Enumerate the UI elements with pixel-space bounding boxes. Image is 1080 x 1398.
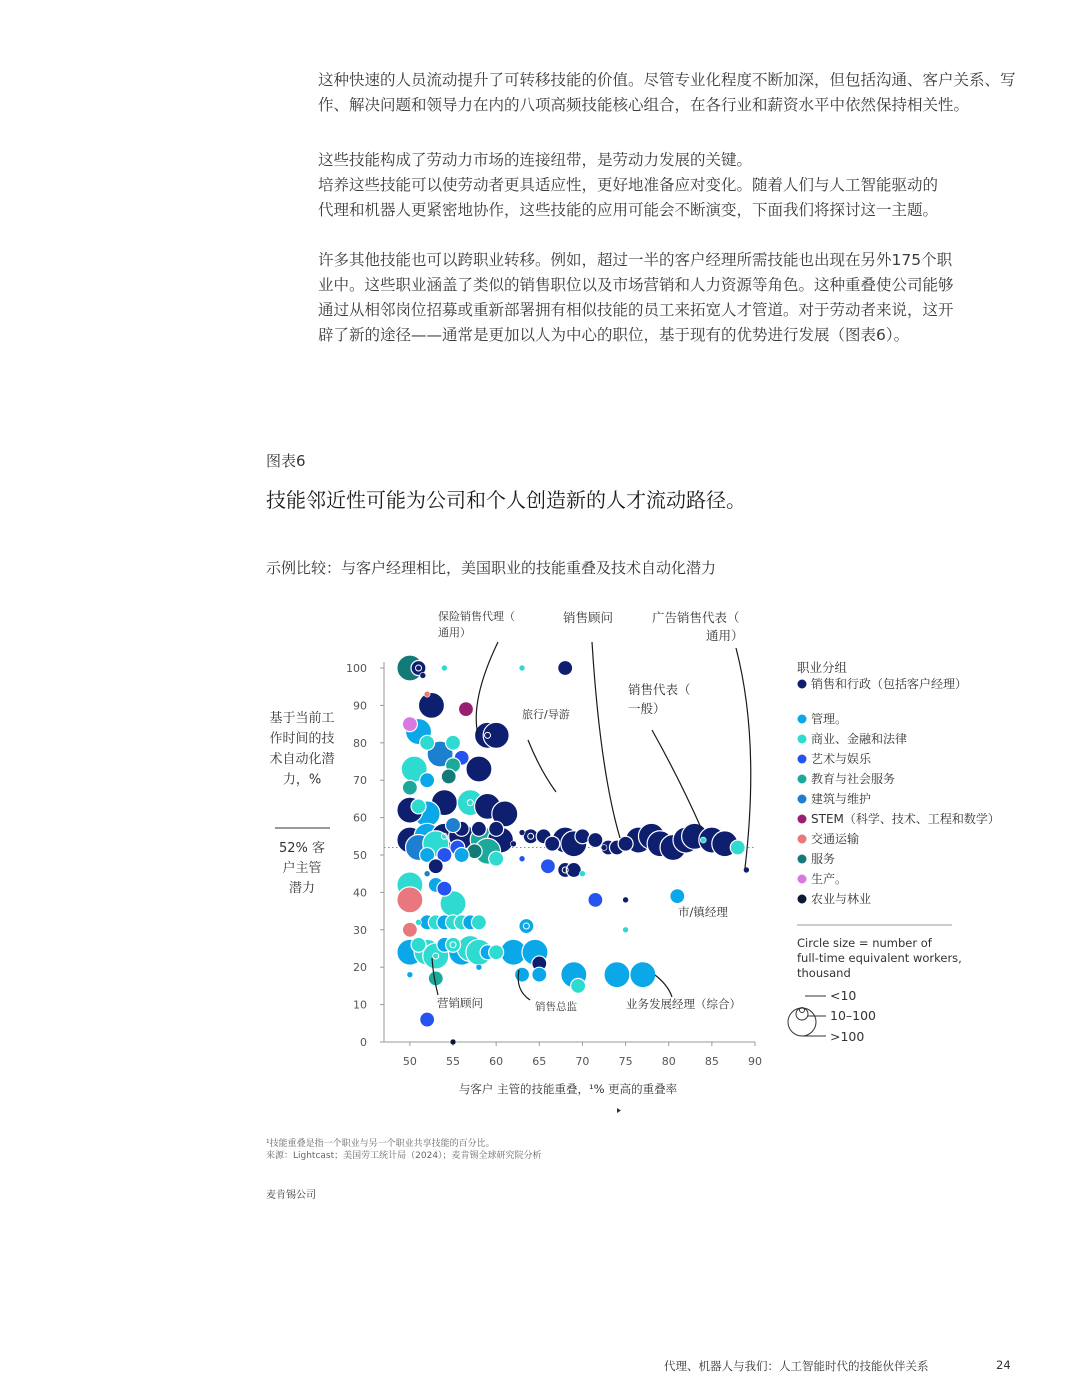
bubble-biz: [571, 978, 586, 993]
bubble-agri: [450, 1039, 456, 1045]
bubble-build: [446, 818, 461, 833]
y-tick-label: 50: [353, 849, 367, 862]
annotation-insurance: 通用）: [438, 626, 471, 639]
bubble-biz: [428, 915, 443, 930]
bubble-edu: [470, 827, 496, 853]
leader-line: [652, 730, 702, 830]
source-note: 来源：Lightcast；美国劳工统计局（2024）；麦肯锡全球研究院分析: [266, 1151, 542, 1161]
legend-swatch-agri: [798, 895, 807, 904]
bubble-biz: [423, 943, 449, 969]
paragraph-line: 代理和机器人更紧密地协作，这些技能的应用可能会不断演变，下面我们将探讨这一主题。: [318, 201, 939, 219]
bubble-sales: [489, 821, 504, 836]
size-legend-title: thousand: [797, 966, 851, 980]
bubble-mgmt: [515, 967, 530, 982]
y-axis-label: 力，%: [282, 772, 322, 788]
bubble-sales: [552, 827, 578, 853]
x-tick-label: 75: [618, 1055, 633, 1068]
size-legend-title: full-time equivalent workers,: [797, 951, 962, 965]
footer-title: 代理、机器人与我们：人工智能时代的技能伙伴关系: [664, 1359, 929, 1373]
paragraph-3: [318, 248, 1018, 348]
paragraph-line: 许多其他技能也可以跨职业转移。例如，超过一半的客户经理所需技能也出现在另外175个职: [318, 251, 953, 269]
bubble-mgmt: [476, 964, 482, 970]
bubble-biz: [446, 937, 461, 952]
annotation-ad-sales: 通用）: [706, 628, 744, 643]
leader-line: [528, 740, 556, 792]
y-tick-label: 10: [353, 998, 367, 1012]
bubble-sales: [397, 797, 423, 823]
size-legend-small: [800, 1008, 805, 1013]
leader-line: [476, 642, 498, 735]
paragraph-line: 培养这些技能可以使劳动者更具适应性，更好地准备应对变化。随着人们与人工智能驱动的: [318, 176, 939, 194]
leader-line: [518, 970, 530, 1000]
paragraph-2: [318, 148, 1018, 223]
legend-swatch-mgmt: [798, 715, 807, 724]
legend-item-biz: 商业、金融和法律: [811, 732, 908, 746]
bubble-outline: [485, 732, 491, 738]
bubble-mgmt: [519, 919, 534, 934]
x-tick-label: 55: [446, 1055, 461, 1068]
bubble-outline: [523, 923, 529, 929]
bubble-sales: [466, 756, 492, 782]
bubble-sales: [431, 823, 457, 849]
bubble-arts: [519, 856, 525, 862]
annotation-sales-director: 销售总监: [535, 1001, 577, 1013]
bubble-build: [427, 741, 453, 767]
bubble-biz: [440, 891, 466, 917]
footnote: ¹技能重叠是指一个职业与另一个职业共享技能的百分比。: [266, 1139, 495, 1149]
paragraph-line: 这些技能构成了劳动力市场的连接纽带，是劳动力发展的关键。: [318, 151, 753, 169]
bubble-sales: [638, 823, 664, 849]
bubble-mgmt: [428, 877, 443, 892]
bubble-sales: [712, 831, 738, 857]
bubble-biz: [411, 937, 426, 952]
bubble-serv: [467, 844, 482, 859]
x-tick-label: 70: [575, 1055, 590, 1068]
bubble-biz: [457, 790, 483, 816]
bubble-biz: [700, 837, 706, 843]
legend-swatch-edu: [798, 775, 807, 784]
reference-label: 52% 客: [278, 841, 326, 856]
size-legend-medium: [796, 1008, 808, 1020]
legend-item-stem: STEM（科学、技术、工程和数学）: [811, 812, 1000, 826]
annotation-travel: 旅行/导游: [522, 708, 570, 721]
bubble-edu: [428, 971, 443, 986]
paragraph-line: 这种快速的人员流动提升了可转移技能的价值。尽管专业化程度不断加深，但包括沟通、客户关系、写: [318, 71, 1016, 89]
y-tick-label: 60: [353, 811, 367, 825]
legend-swatch-arts: [798, 755, 807, 764]
bubble-outline: [450, 942, 456, 948]
bubble-sales: [428, 859, 443, 874]
bubble-outline: [441, 833, 447, 839]
bubble-biz: [457, 936, 483, 962]
bubble-mgmt: [463, 915, 478, 930]
bubble-arts: [454, 750, 469, 765]
paragraph-line: 作、解决问题和领导力在内的八项高频技能核心组合，在各行业和薪资水平中依然保持相关性。: [318, 96, 970, 114]
x-tick-label: 80: [661, 1055, 676, 1068]
bubble-sales: [420, 672, 426, 678]
size-legend-large: [788, 1008, 816, 1036]
bubble-mgmt: [407, 972, 413, 978]
y-axis-label: 术自动化潜: [269, 752, 335, 767]
bubble-sales: [699, 827, 725, 853]
bubble-sales: [418, 692, 444, 718]
bubble-biz: [401, 756, 427, 782]
leader-line: [432, 958, 438, 995]
bubble-arts: [437, 881, 452, 896]
bubble-sales: [454, 821, 469, 836]
bubble-mgmt: [437, 915, 452, 930]
exhibit-title: 技能邻近性可能为公司和个人创造新的人才流动路径。: [266, 488, 746, 512]
y-tick-label: 20: [353, 961, 367, 975]
bubble-build: [424, 871, 430, 877]
bubble-biz: [454, 915, 469, 930]
bubble-sales: [618, 836, 633, 851]
paragraph-line: 通过从相邻岗位招募或重新部署拥有相似技能的员工来拓宽人才管道。对于劳动者来说，这开: [318, 301, 954, 319]
bubble-mgmt: [397, 939, 423, 965]
bubble-sales: [449, 823, 475, 849]
bubble-sales: [523, 829, 538, 844]
bubble-sales: [475, 722, 501, 748]
legend-title: 职业分组: [797, 660, 848, 675]
bubble-arts: [450, 840, 465, 855]
bubble-sales: [545, 836, 560, 851]
bubble-mgmt: [414, 823, 440, 849]
bubble-mgmt: [670, 889, 685, 904]
bubble-sales: [558, 661, 573, 676]
y-tick-label: 80: [353, 736, 367, 750]
x-tick-label: 90: [748, 1055, 762, 1068]
size-legend-label: 10–100: [830, 1008, 877, 1023]
legend-swatch-serv: [798, 855, 807, 864]
bubble-mgmt: [420, 848, 435, 863]
bubble-serv: [397, 655, 423, 681]
bubble-outline: [467, 800, 473, 806]
bubble-mgmt: [522, 939, 548, 965]
legend-item-build: 建筑与维护: [811, 792, 872, 806]
y-tick-label: 70: [353, 774, 367, 788]
bubble-mgmt: [561, 962, 587, 988]
annotation-sales-rep: 销售代表（: [628, 682, 691, 697]
bubble-mgmt: [420, 915, 435, 930]
annotation-marketing: 营销顾问: [437, 996, 483, 1010]
bubble-sales: [673, 827, 699, 853]
y-tick-label: 0: [360, 1036, 367, 1049]
bubble-trans: [397, 887, 423, 913]
legend-item-agri: 农业与林业: [811, 892, 872, 906]
bubble-mgmt: [406, 719, 432, 745]
legend-item-sales: 销售和行政（包括客户经理）: [811, 677, 968, 691]
legend-item-arts: 艺术与娱乐: [811, 752, 872, 766]
annotation-insurance: 保险销售代理（: [438, 610, 515, 623]
bubble-edu: [446, 758, 461, 773]
bubble-sales: [536, 829, 551, 844]
legend-swatch-sales: [798, 680, 807, 689]
page-number: 24: [996, 1358, 1011, 1372]
bubble-sales: [588, 833, 603, 848]
bubble-edu: [402, 780, 417, 795]
bubble-sales: [682, 823, 708, 849]
bubble-biz: [623, 927, 629, 933]
x-tick-label: 65: [532, 1055, 547, 1068]
bubble-outline: [416, 665, 422, 671]
annotation-sales-rep: 一般）: [628, 701, 666, 716]
bubble-outline: [433, 953, 439, 959]
annotation-bizdev: 业务发展经理（综合）: [626, 997, 741, 1011]
legend-item-serv: 服务: [811, 852, 836, 866]
y-axis-label: 基于当前工: [269, 711, 335, 726]
size-legend-label: <10: [830, 988, 857, 1003]
bubble-sales: [626, 827, 652, 853]
bubble-sales: [743, 867, 749, 873]
paragraph-1: [318, 68, 1018, 118]
leader-line: [736, 648, 751, 868]
bubble-arts: [437, 848, 452, 863]
bubble-outline: [562, 867, 568, 873]
bubble-biz: [414, 939, 440, 965]
x-axis-label: 与客户 主管的技能重叠，¹% 更高的重叠率: [458, 1082, 678, 1096]
legend-item-edu: 教育与社会服务: [811, 772, 896, 786]
legend-item-prod: 生产。: [811, 872, 848, 886]
paragraph-line: 业中。这些职业涵盖了类似的销售职位以及市场营销和人力资源等角色。这种重叠使公司能够: [318, 276, 954, 294]
y-tick-label: 90: [353, 699, 367, 713]
brand-name: 麦肯锡公司: [266, 1190, 316, 1201]
size-legend-title: Circle size = number of: [797, 936, 932, 950]
arrow-mark: [617, 1108, 621, 1113]
leader-line: [592, 642, 620, 838]
annotation-sales-consultant: 销售顾问: [563, 610, 614, 625]
reference-label: 潜力: [288, 881, 316, 896]
paragraph-line: 辟了新的途径——通常是更加以人为中心的职位，基于现有的优势进行发展（图表6）。: [318, 326, 910, 344]
size-legend-label: >100: [830, 1029, 865, 1044]
bubble-outline: [528, 833, 534, 839]
bubble-arts: [420, 1012, 435, 1027]
bubble-biz: [416, 919, 422, 925]
y-axis-label: 作时间的技: [269, 731, 335, 747]
bubble-biz: [441, 665, 447, 671]
bubble-sales: [601, 840, 616, 855]
bubble-biz: [397, 872, 423, 898]
bubble-sales: [561, 831, 587, 857]
bubble-mgmt: [420, 773, 435, 788]
legend-item-mgmt: 管理。: [811, 712, 848, 726]
bubble-mgmt: [500, 939, 526, 965]
leader-line: [655, 975, 672, 997]
y-tick-label: 100: [346, 662, 367, 675]
bubble-mgmt: [449, 939, 475, 965]
exhibit-subtitle: 示例比较：与客户经理相比，美国职业的技能重叠及技术自动化潜力: [266, 559, 717, 577]
bubble-sales: [660, 835, 686, 861]
bubble-sales: [558, 862, 573, 877]
bubble-biz: [446, 735, 461, 750]
annotation-ad-sales: 广告销售代表（: [652, 610, 740, 625]
bubble-sales: [411, 661, 426, 676]
bubble-sales: [397, 827, 423, 853]
y-tick-label: 40: [353, 886, 367, 900]
x-tick-label: 50: [402, 1055, 417, 1068]
y-tick-label: 30: [353, 923, 367, 937]
annotation-city-manager: 市/镇经理: [678, 905, 728, 919]
bubble-sales: [601, 845, 607, 851]
bubble-sales: [510, 841, 516, 847]
exhibit-label: 图表6: [266, 452, 306, 470]
legend-swatch-stem: [798, 815, 807, 824]
bubble-trans: [402, 922, 417, 937]
bubble-sales: [492, 801, 518, 827]
bubble-mgmt: [532, 967, 547, 982]
bubble-sales: [609, 840, 624, 855]
bubble-build: [406, 835, 432, 861]
legend-item-trans: 交通运输: [811, 832, 860, 846]
bubble-mgmt: [414, 801, 440, 827]
bubble-sales: [623, 897, 629, 903]
bubble-biz: [423, 831, 449, 857]
bubble-sales: [471, 821, 486, 836]
bubble-sales: [487, 827, 513, 853]
legend-swatch-trans: [798, 835, 807, 844]
bubble-arts: [540, 859, 555, 874]
bubble-arts: [588, 892, 603, 907]
bubble-biz: [471, 915, 486, 930]
legend-swatch-build: [798, 795, 807, 804]
x-tick-label: 85: [704, 1055, 719, 1068]
bubble-biz: [446, 915, 461, 930]
reference-label: 户主管: [282, 861, 322, 876]
bubble-mgmt: [630, 962, 656, 988]
bubble-stem: [458, 702, 473, 717]
bubble-mgmt: [454, 848, 469, 863]
bubble-mgmt: [480, 945, 495, 960]
bubble-biz: [579, 871, 585, 877]
bubble-sales: [532, 956, 547, 971]
bubble-biz: [489, 851, 504, 866]
bubble-sales: [575, 829, 590, 844]
bubble-biz: [420, 735, 435, 750]
bubble-edu: [475, 838, 501, 864]
bubble-trans: [424, 691, 430, 697]
bubble-sales: [483, 722, 509, 748]
legend-swatch-prod: [798, 875, 807, 884]
legend-swatch-biz: [798, 735, 807, 744]
bubble-biz: [489, 945, 504, 960]
bubble-sales: [475, 793, 501, 819]
bubble-serv: [441, 769, 456, 784]
bubble-sales: [566, 862, 581, 877]
bubble-mgmt: [604, 962, 630, 988]
bubble-biz: [466, 939, 492, 965]
bubble-sales: [647, 831, 673, 857]
bubble-biz: [411, 799, 426, 814]
bubble-mgmt: [437, 937, 452, 952]
bubble-biz: [730, 840, 745, 855]
bubble-prod: [402, 717, 417, 732]
bubble-biz: [519, 665, 525, 671]
bubble-sales: [519, 830, 525, 836]
bubble-sales: [431, 790, 457, 816]
x-tick-label: 60: [489, 1055, 504, 1068]
